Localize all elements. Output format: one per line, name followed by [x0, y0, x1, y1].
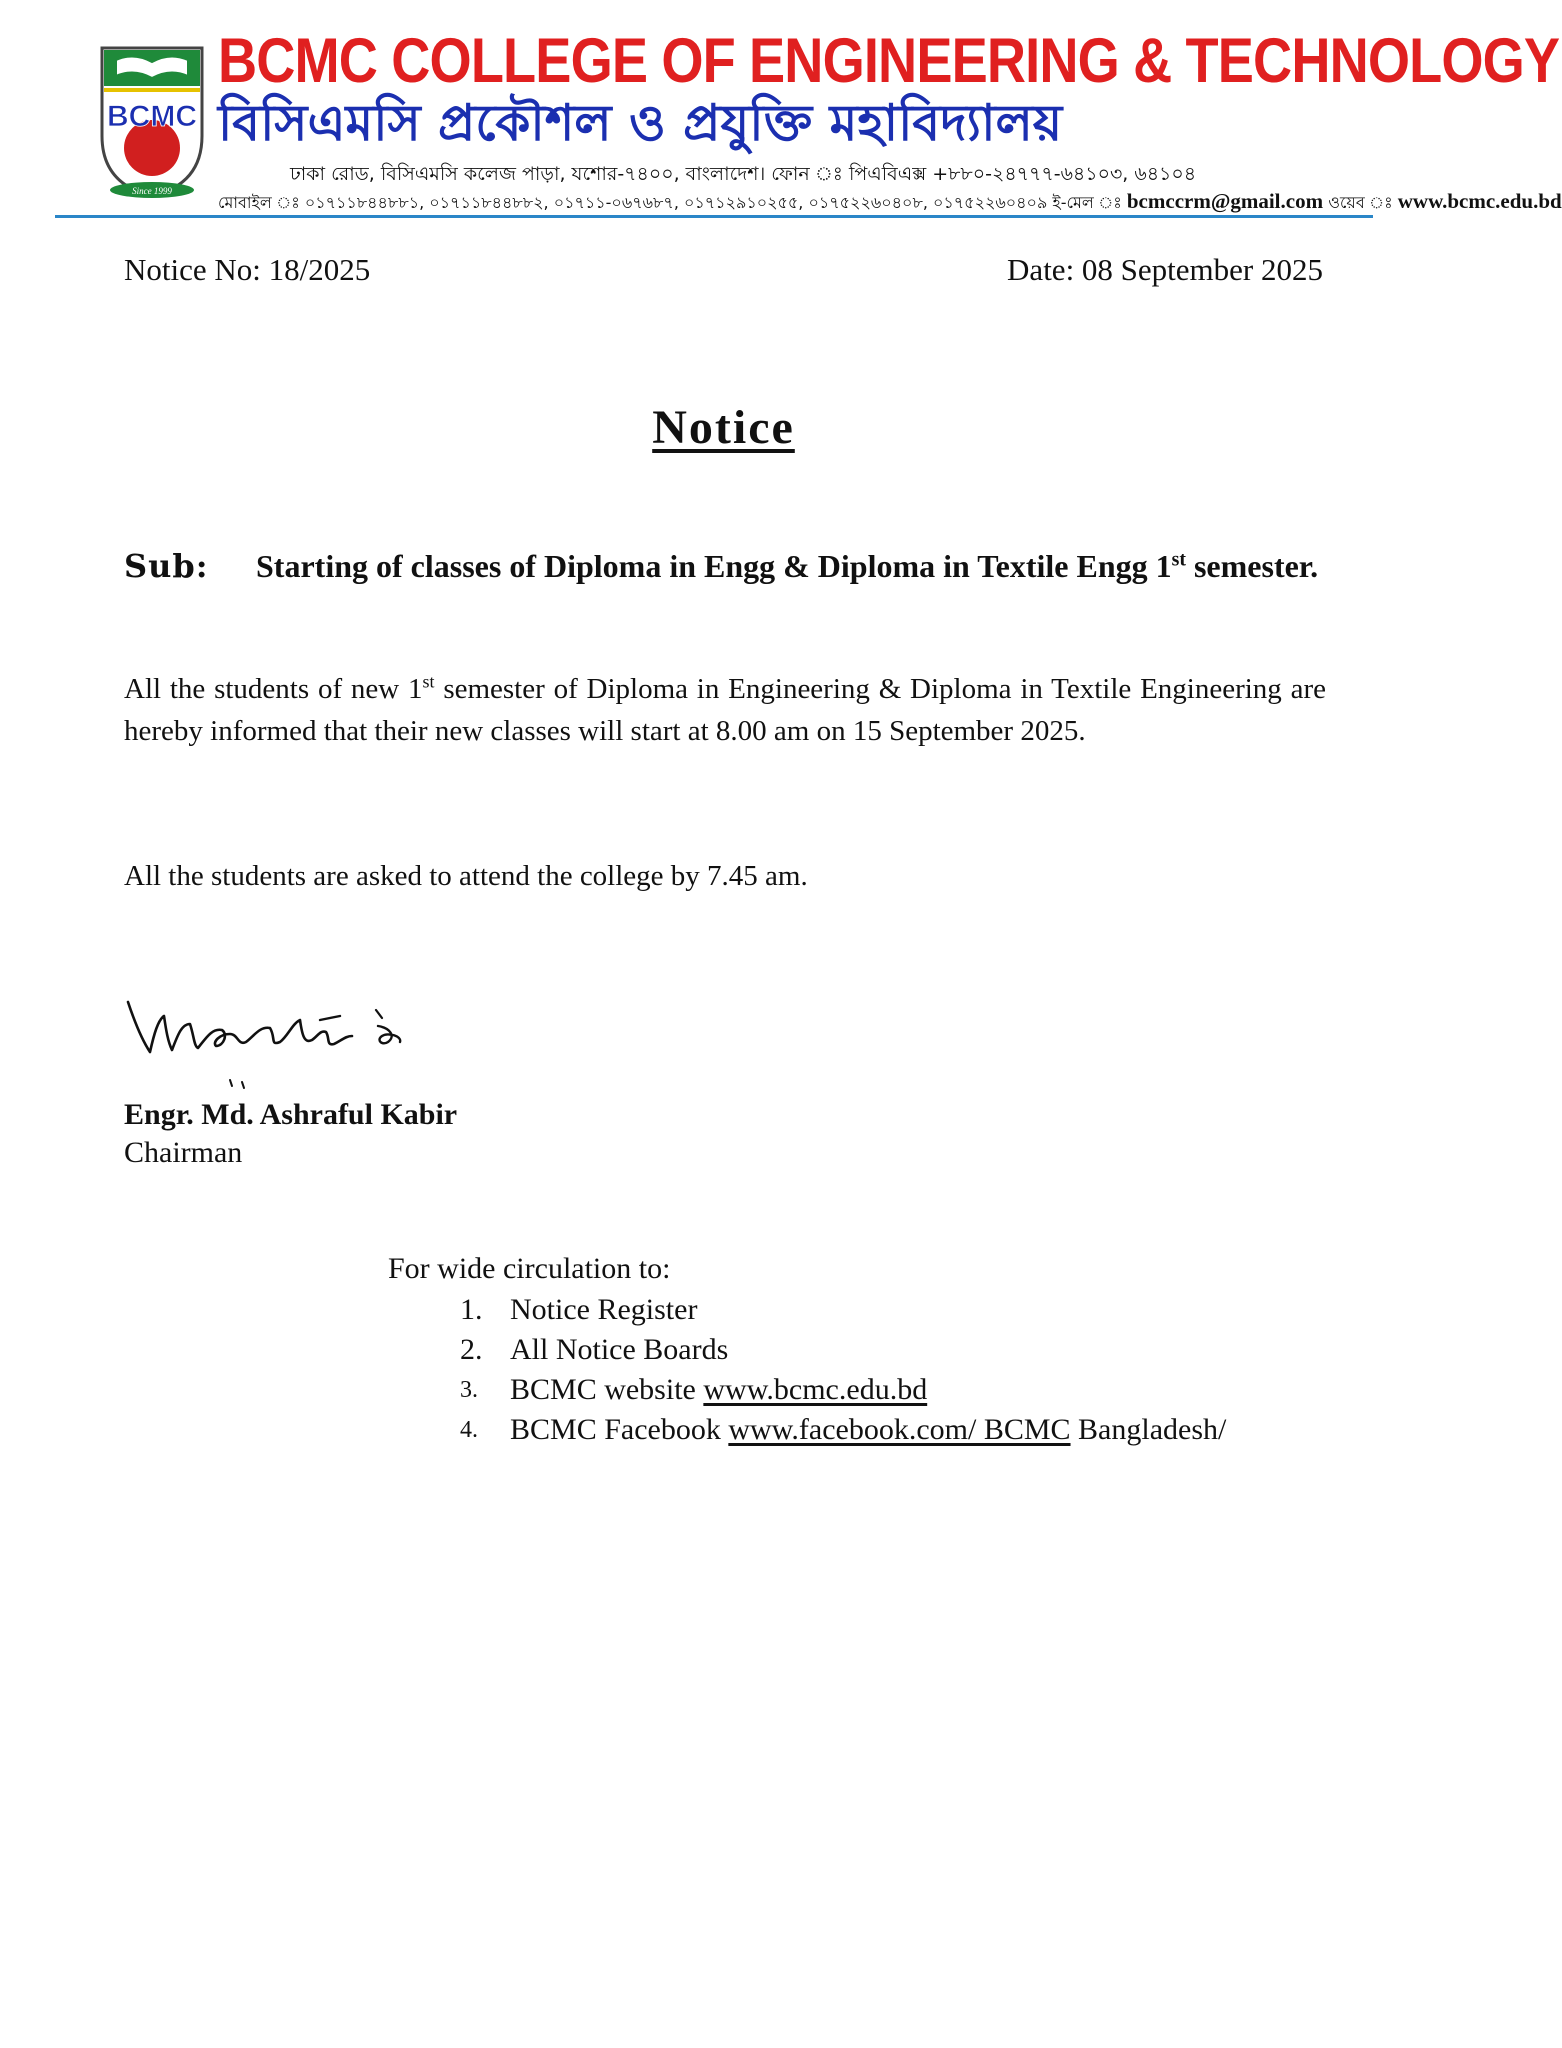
subject-superscript: st: [1171, 548, 1186, 571]
circulation-heading: For wide circulation to:: [388, 1252, 671, 1285]
notice-date: Date: 08 September 2025: [1007, 252, 1323, 287]
paragraph-1-superscript: st: [422, 671, 435, 692]
web-label: ওয়েব ঃ: [1328, 193, 1393, 212]
facebook-link[interactable]: www.facebook.com/ BCMC: [728, 1413, 1071, 1446]
subject-text-part2: semester.: [1185, 548, 1319, 584]
list-item-number: 3.: [460, 1377, 478, 1403]
list-item: [460, 1370, 1226, 1410]
letterhead-divider: [55, 215, 1373, 218]
notice-heading-text: Notice: [652, 401, 795, 454]
college-address: ঢাকা রোড, বিসিএমসি কলেজ পাড়া, যশোর-৭৪০০, বাংলাদেশ। ফোন ঃ পিএবিএক্স +৮৮০-২৪৭৭৭-৬৪১০৩, ৬৪১০৪: [290, 163, 1197, 185]
college-name-bangla: বিসিএমসি প্রকৌশল ও প্রযুক্তি মহাবিদ্যালয়: [218, 94, 1063, 152]
website-link[interactable]: www.bcmc.edu.bd: [703, 1373, 928, 1406]
list-item-text-after: Bangladesh/: [1070, 1413, 1227, 1446]
email-address: bcmccrm@gmail.com: [1126, 189, 1324, 213]
logo-text: BCMC: [107, 100, 197, 133]
college-contact: [218, 189, 1562, 217]
notice-number: Notice No: 18/2025: [124, 252, 371, 287]
signatory-title: Chairman: [124, 1136, 243, 1169]
list-item-number: 1.: [460, 1293, 483, 1326]
logo-since: Since 1999: [132, 186, 172, 196]
list-item: [460, 1410, 1226, 1450]
subject-text-part1: Starting of classes of Diploma in Engg & Diploma in Textile Engg 1: [256, 548, 1172, 584]
college-logo: [96, 44, 208, 200]
list-item-text: BCMC website: [510, 1373, 704, 1406]
signatory-name: Engr. Md. Ashraful Kabir: [124, 1098, 458, 1131]
notice-heading: [0, 400, 1447, 455]
paragraph-1-part2: semester of Diploma in Engineering & Diploma in Textile Engineering are hereby informed that their new classes will start at 8.00 am on 15 September 2025.: [124, 673, 1326, 747]
list-item: [460, 1290, 1226, 1330]
website-address: www.bcmc.edu.bd: [1397, 189, 1562, 213]
list-item-text: BCMC Facebook: [510, 1413, 729, 1446]
college-name-english: BCMC COLLEGE OF ENGINEERING & TECHNOLOGY: [218, 26, 1560, 96]
subject-label: Sub:: [124, 547, 209, 585]
notice-paragraph-2: All the students are asked to attend the college by 7.45 am.: [124, 860, 808, 892]
list-item-number: 4.: [460, 1417, 478, 1443]
mobile-numbers: মোবাইল ঃ ০১৭১১৮৪৪৮৮১, ০১৭১১৮৪৪৮৮২, ০১৭১১-০৬৭৬৮৭, ০১৭১২৯১০২৫৫, ০১৭৫২২৬০৪০৮, ০১৭৫২২৬০৪০৯ ই-মেল ঃ: [218, 193, 1122, 212]
list-item-number: 2.: [460, 1333, 483, 1366]
subject-text: [256, 546, 1326, 586]
notice-paragraph-1: [124, 668, 1326, 752]
paragraph-1-part1: All the students of new 1: [124, 673, 423, 705]
circulation-list: [460, 1290, 1226, 1450]
list-item: [460, 1330, 1226, 1370]
list-item-text: Notice Register: [510, 1293, 698, 1326]
handwritten-signature: [120, 990, 420, 1100]
list-item-text: All Notice Boards: [510, 1333, 729, 1366]
